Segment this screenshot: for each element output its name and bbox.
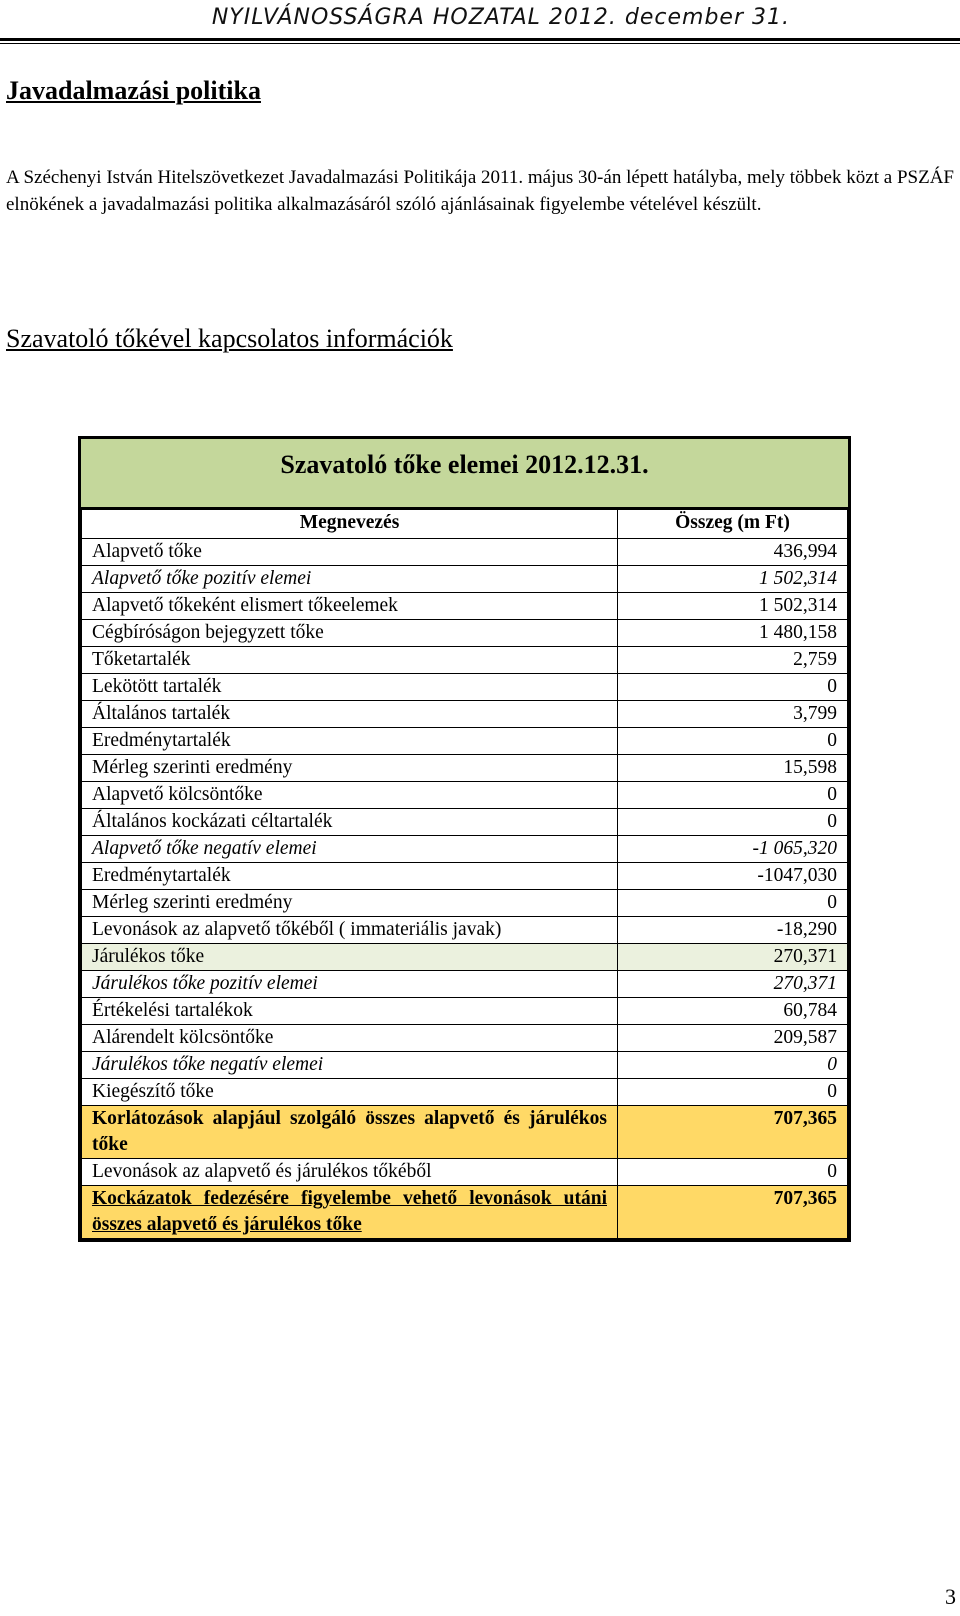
table-header-row (82, 510, 848, 539)
table-row (82, 998, 848, 1025)
row-name: Mérleg szerinti eredmény (82, 755, 618, 782)
row-name: Járulékos tőke pozitív elemei (82, 971, 618, 998)
header-rule-thin (0, 43, 960, 44)
row-name: Eredménytartalék (82, 728, 618, 755)
table-row (82, 1079, 848, 1106)
row-amount: 0 (618, 782, 848, 809)
running-header: NYILVÁNOSSÁGRA HOZATAL 2012. december 31. (211, 5, 790, 30)
row-amount: 3,799 (618, 701, 848, 728)
row-name: Általános tartalék (82, 701, 618, 728)
table-row (82, 836, 848, 863)
row-name: Cégbíróságon bejegyzett tőke (82, 620, 618, 647)
row-amount: 0 (618, 728, 848, 755)
row-amount: 209,587 (618, 1025, 848, 1052)
row-name: Általános kockázati céltartalék (82, 809, 618, 836)
row-name: Levonások az alapvető tőkéből ( immateriális javak) (82, 917, 618, 944)
row-name (82, 1186, 618, 1239)
row-amount: 0 (618, 890, 848, 917)
page-number: 3 (945, 1584, 956, 1609)
table-row (82, 620, 848, 647)
row-name: Értékelési tartalékok (82, 998, 618, 1025)
row-amount: 2,759 (618, 647, 848, 674)
row-amount: 270,371 (618, 944, 848, 971)
row-name: Levonások az alapvető és járulékos tőkéből (82, 1159, 618, 1186)
row-name: Alárendelt kölcsöntőke (82, 1025, 618, 1052)
row-amount: 0 (618, 674, 848, 701)
row-name: Alapvető tőke negatív elemei (82, 836, 618, 863)
row-amount: 0 (618, 1159, 848, 1186)
row-amount: 1 480,158 (618, 620, 848, 647)
table-row (82, 593, 848, 620)
table-row (82, 971, 848, 998)
row-name: Lekötött tartalék (82, 674, 618, 701)
table-row (82, 674, 848, 701)
row-name: Járulékos tőke negatív elemei (82, 1052, 618, 1079)
row-amount: 707,365 (618, 1106, 848, 1159)
row-amount: -1 065,320 (618, 836, 848, 863)
row-name-text: Kockázatok fedezésére figyelembe vehető levonások utáni összes alapvető és járulékos tőke (92, 1188, 607, 1235)
column-header-name: Megnevezés (82, 510, 618, 539)
column-header-amount: Összeg (m Ft) (618, 510, 848, 539)
row-amount: 436,994 (618, 539, 848, 566)
table-row (82, 890, 848, 917)
table-row (82, 566, 848, 593)
section-subtitle: Szavatoló tőkével kapcsolatos információk (6, 324, 453, 353)
row-name: Alapvető tőkeként elismert tőkeelemek (82, 593, 618, 620)
table-row (82, 1052, 848, 1079)
row-amount: 0 (618, 809, 848, 836)
table-row (82, 917, 848, 944)
row-name: Alapvető kölcsöntőke (82, 782, 618, 809)
capital-elements-table (81, 509, 848, 1239)
row-amount: 60,784 (618, 998, 848, 1025)
row-amount: 15,598 (618, 755, 848, 782)
row-amount: -18,290 (618, 917, 848, 944)
row-name: Korlátozások alapjául szolgáló összes alapvető és járulékos tőke (82, 1106, 618, 1159)
row-amount: 270,371 (618, 971, 848, 998)
table-title: Szavatoló tőke elemei 2012.12.31. (81, 439, 848, 509)
header-rule (0, 38, 960, 41)
row-name: Eredménytartalék (82, 863, 618, 890)
table-row (82, 863, 848, 890)
row-amount: 707,365 (618, 1186, 848, 1239)
table-row-final-total (82, 1186, 848, 1239)
table-row (82, 755, 848, 782)
row-amount: 1 502,314 (618, 593, 848, 620)
row-name: Alapvető tőke pozitív elemei (82, 566, 618, 593)
table-row (82, 539, 848, 566)
table-row (82, 809, 848, 836)
row-amount: 0 (618, 1052, 848, 1079)
row-name: Mérleg szerinti eredmény (82, 890, 618, 917)
row-name: Járulékos tőke (82, 944, 618, 971)
table-row (82, 1159, 848, 1186)
table-row (82, 1025, 848, 1052)
capital-table (78, 436, 851, 1242)
row-amount: 0 (618, 1079, 848, 1106)
table-row (82, 701, 848, 728)
intro-paragraph: A Széchenyi István Hitelszövetkezet Javadalmazási Politikája 2011. május 30-án lépett hatályba, mely többek közt a PSZÁF elnökének a javadalmazási politika alkalmazásáról szóló ajánlásainak figyelembe vételével készült. (6, 167, 954, 215)
table-row (82, 944, 848, 971)
row-amount: 1 502,314 (618, 566, 848, 593)
table-row (82, 647, 848, 674)
table-row (82, 728, 848, 755)
row-name: Alapvető tőke (82, 539, 618, 566)
table-row (82, 782, 848, 809)
row-name: Kiegészítő tőke (82, 1079, 618, 1106)
row-amount: -1047,030 (618, 863, 848, 890)
table-row-total (82, 1106, 848, 1159)
section-title: Javadalmazási politika (6, 76, 261, 105)
row-name: Tőketartalék (82, 647, 618, 674)
